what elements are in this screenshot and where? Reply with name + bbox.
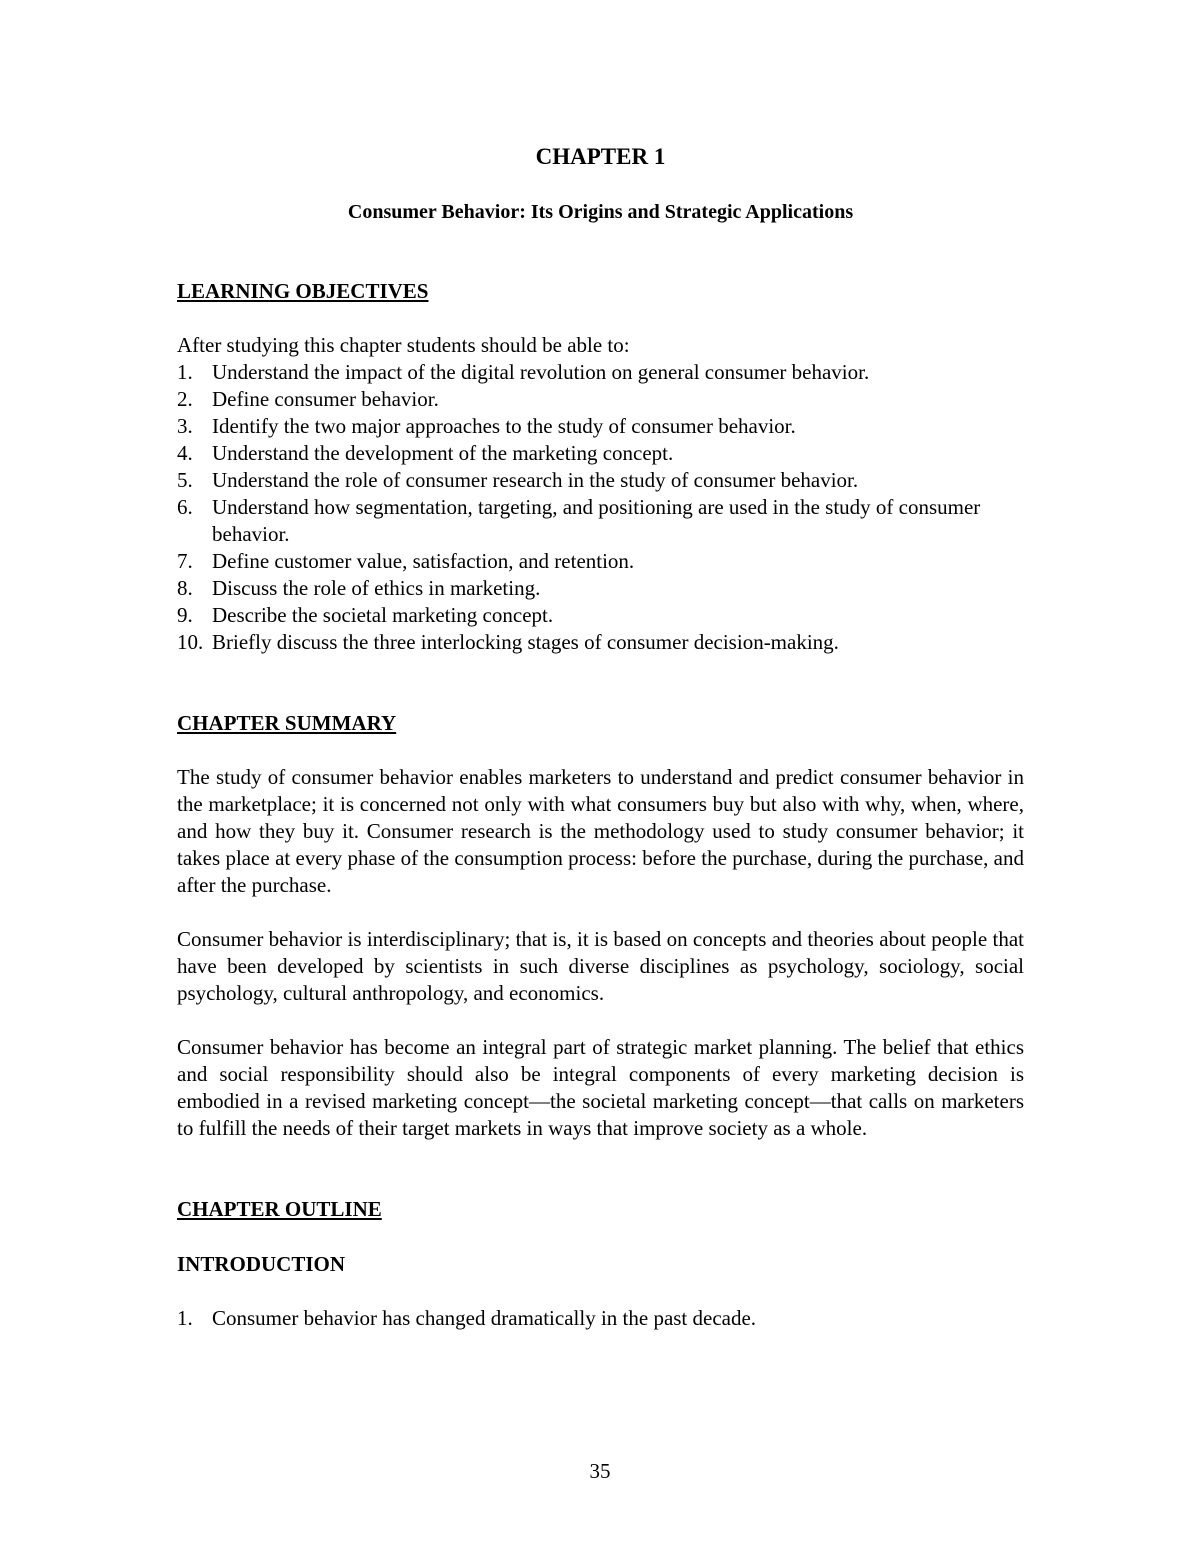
summary-paragraph: The study of consumer behavior enables marketers to understand and predict consumer behavior in the marketplace; it is concerned not only with what consumers buy but also with why, when, where, and how they buy it. Consumer research is the methodology used to study consumer behavior; it takes place at every phase of the consumption process: before the purchase, during the purchase, and after the purchase. [177, 765, 1024, 897]
objective-number: 7. [177, 549, 193, 573]
page-content [177, 140, 1024, 1332]
objective-text: Describe the societal marketing concept. [212, 603, 554, 627]
objective-item [177, 575, 1024, 602]
objective-number: 3. [177, 414, 193, 438]
objective-text: Understand the role of consumer research in the study of consumer behavior. [212, 468, 859, 492]
objective-item [177, 386, 1024, 413]
introduction-heading: INTRODUCTION [177, 1252, 346, 1276]
objective-text: Define customer value, satisfaction, and retention. [212, 549, 635, 573]
objective-item [177, 413, 1024, 440]
objective-item [177, 494, 1024, 548]
chapter-summary-heading: CHAPTER SUMMARY [177, 711, 397, 735]
objective-item [177, 602, 1024, 629]
chapter-title: CHAPTER 1 [535, 144, 666, 169]
objective-text: Understand the impact of the digital revolution on general consumer behavior. [212, 360, 870, 384]
objective-number: 10. [177, 630, 204, 654]
outline-item-text: Consumer behavior has changed dramatically in the past decade. [212, 1306, 757, 1330]
objective-text: Discuss the role of ethics in marketing. [212, 576, 541, 600]
summary-paragraph: Consumer behavior has become an integral part of strategic market planning. The belief that ethics and social responsibility should also be integral components of every marketing decision is embodied in a revised marketing concept—the societal marketing concept—that calls on marketers to fulfill the needs of their target markets in ways that improve society as a whole. [177, 1035, 1024, 1140]
objective-item [177, 359, 1024, 386]
chapter-outline-heading: CHAPTER OUTLINE [177, 1197, 382, 1221]
summary-paragraph: Consumer behavior is interdisciplinary; that is, it is based on concepts and theories about people that have been developed by scientists in such diverse disciplines as psychology, sociology, social psychology, cultural anthropology, and economics. [177, 927, 1024, 1005]
objective-text: Identify the two major approaches to the study of consumer behavior. [212, 414, 796, 438]
page-number: 35 [589, 1459, 611, 1483]
objective-text: Understand how segmentation, targeting, and positioning are used in the study of consumer behavior. [212, 495, 981, 546]
learning-objectives-heading: LEARNING OBJECTIVES [177, 279, 429, 303]
outline-item-number: 1. [177, 1306, 193, 1330]
objective-text: Understand the development of the marketing concept. [212, 441, 674, 465]
objective-number: 6. [177, 495, 193, 519]
objective-number: 5. [177, 468, 193, 492]
learning-objectives-intro: After studying this chapter students should be able to: [177, 333, 630, 357]
objective-item [177, 467, 1024, 494]
objective-text: Briefly discuss the three interlocking stages of consumer decision-making. [212, 630, 839, 654]
objective-text: Define consumer behavior. [212, 387, 439, 411]
learning-objectives-list [177, 359, 1024, 656]
objective-number: 4. [177, 441, 193, 465]
objective-number: 1. [177, 360, 193, 384]
objective-number: 9. [177, 603, 193, 627]
objective-item [177, 548, 1024, 575]
objective-item [177, 629, 1024, 656]
objective-item [177, 440, 1024, 467]
objective-number: 2. [177, 387, 193, 411]
chapter-subtitle: Consumer Behavior: Its Origins and Strategic Applications [347, 201, 854, 223]
outline-item [177, 1305, 1024, 1332]
objective-number: 8. [177, 576, 193, 600]
